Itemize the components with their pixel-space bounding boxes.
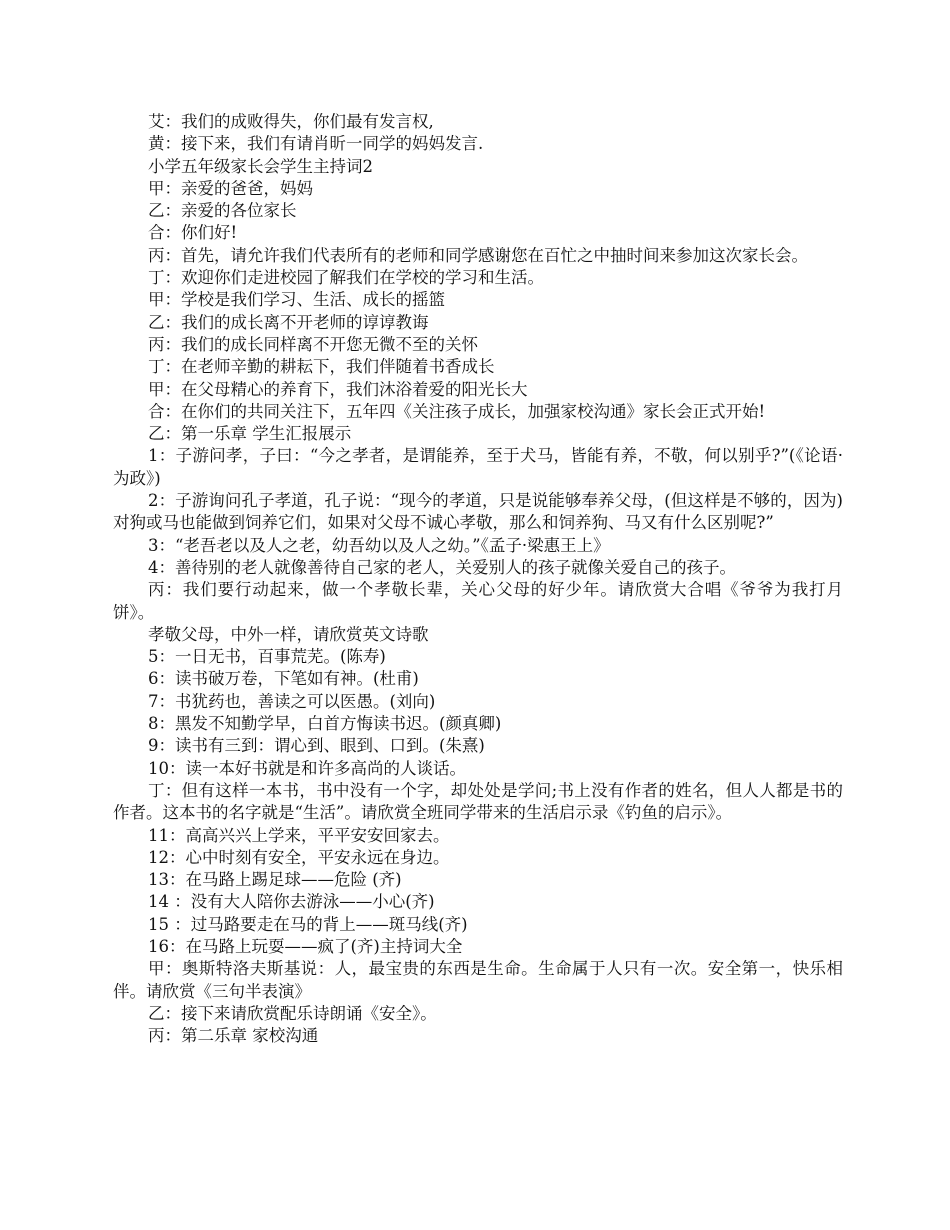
paragraph-17: 2：子游询问孔子孝道，孔子说：“现今的孝道，只是说能够奉养父母，(但这样是不够的，因为)对狗或马也能做到饲养它们，如果对父母不诚心孝敬，那么和饲养狗、马又有什么区别呢?”	[113, 491, 843, 533]
paragraph-18: 3：“老吾老以及人之老，幼吾幼以及人之幼。”《孟子·梁惠王上》	[148, 535, 610, 555]
paragraph-12: 丁：在老师辛勤的耕耘下，我们伴随着书香成长	[148, 357, 495, 377]
paragraph-13: 甲：在父母精心的养育下，我们沐浴着爱的阳光长大	[148, 379, 528, 399]
paragraph-14: 合：在你们的共同关注下，五年四《关注孩子成长，加强家校沟通》家长会正式开始!	[148, 401, 766, 421]
paragraph-5: 乙：亲爱的各位家长	[148, 201, 297, 221]
paragraph-4: 甲：亲爱的爸爸，妈妈	[148, 178, 313, 198]
paragraph-32: 14 ：没有大人陪你去游泳——小心(齐)	[148, 892, 435, 912]
paragraph-1: 艾：我们的成败得失，你们最有发言权,	[148, 112, 434, 131]
paragraph-29: 11：高高兴兴上学来，平平安安回家去。	[148, 825, 450, 845]
paragraph-36: 乙：接下来请欣赏配乐诗朗诵《安全》。	[148, 1003, 437, 1023]
paragraph-11: 丙：我们的成长同样离不开您无微不至的关怀	[148, 334, 478, 354]
section-heading: 小学五年级家长会学生主持词2	[148, 156, 373, 176]
paragraph-9: 甲：学校是我们学习、生活、成长的摇篮	[148, 290, 445, 310]
paragraph-31: 13：在马路上踢足球——危险 (齐)	[148, 870, 402, 890]
chapter-two-heading: 丙：第二乐章 家校沟通	[148, 1026, 319, 1046]
paragraph-22: 5：一日无书，百事荒芜。(陈寿)	[148, 647, 386, 667]
paragraph-27: 10：读一本好书就是和许多高尚的人谈话。	[148, 758, 466, 778]
paragraph-20: 丙：我们要行动起来，做一个孝敬长辈，关心父母的好少年。请欣赏大合唱《爷爷为我打月饼》。	[113, 580, 843, 622]
paragraph-6: 合：你们好!	[148, 223, 238, 243]
paragraph-26: 9：读书有三到：谓心到、眼到、口到。(朱熹)	[148, 736, 485, 756]
document-body	[113, 111, 843, 1047]
paragraph-34: 16：在马路上玩耍——疯了(齐)主持词大全	[148, 936, 463, 956]
paragraph-25: 8：黑发不知勤学早，白首方悔读书迟。(颜真卿)	[148, 714, 502, 734]
paragraph-2: 黄：接下来，我们有请肖昕一同学的妈妈发言.	[148, 134, 484, 154]
paragraph-8: 丁：欢迎你们走进校园了解我们在学校的学习和生活。	[148, 268, 544, 288]
paragraph-23: 6：读书破万卷，下笔如有神。(杜甫)	[148, 669, 419, 689]
paragraph-16: 1：子游问孝，子曰：“今之孝者，是谓能养，至于犬马，皆能有养，不敬，何以别乎?”(《论语·为政》)	[113, 446, 843, 488]
paragraph-7: 丙：首先，请允许我们代表所有的老师和同学感谢您在百忙之中抽时间来参加这次家长会。	[148, 245, 808, 265]
paragraph-35: 甲：奥斯特洛夫斯基说：人，最宝贵的东西是生命。生命属于人只有一次。安全第一，快乐相伴。请欣赏《三句半表演》	[113, 959, 843, 1001]
chapter-one-heading: 乙：第一乐章 学生汇报展示	[148, 424, 352, 444]
paragraph-30: 12：心中时刻有安全，平安永远在身边。	[148, 847, 450, 867]
paragraph-21: 孝敬父母，中外一样，请欣赏英文诗歌	[148, 624, 429, 644]
paragraph-19: 4：善待别的老人就像善待自己家的老人，关爱别人的孩子就像关爱自己的孩子。	[148, 557, 736, 577]
paragraph-24: 7：书犹药也，善读之可以医愚。(刘向)	[148, 691, 436, 711]
paragraph-10: 乙：我们的成长离不开老师的谆谆教诲	[148, 312, 429, 332]
paragraph-33: 15 ：过马路要走在马的背上——斑马线(齐)	[148, 914, 468, 934]
paragraph-28: 丁：但有这样一本书，书中没有一个字，却处处是学问;书上没有作者的姓名，但人人都是书的作者。这本书的名字就是“生活”。请欣赏全班同学带来的生活启示录《钓鱼的启示》。	[113, 780, 843, 823]
